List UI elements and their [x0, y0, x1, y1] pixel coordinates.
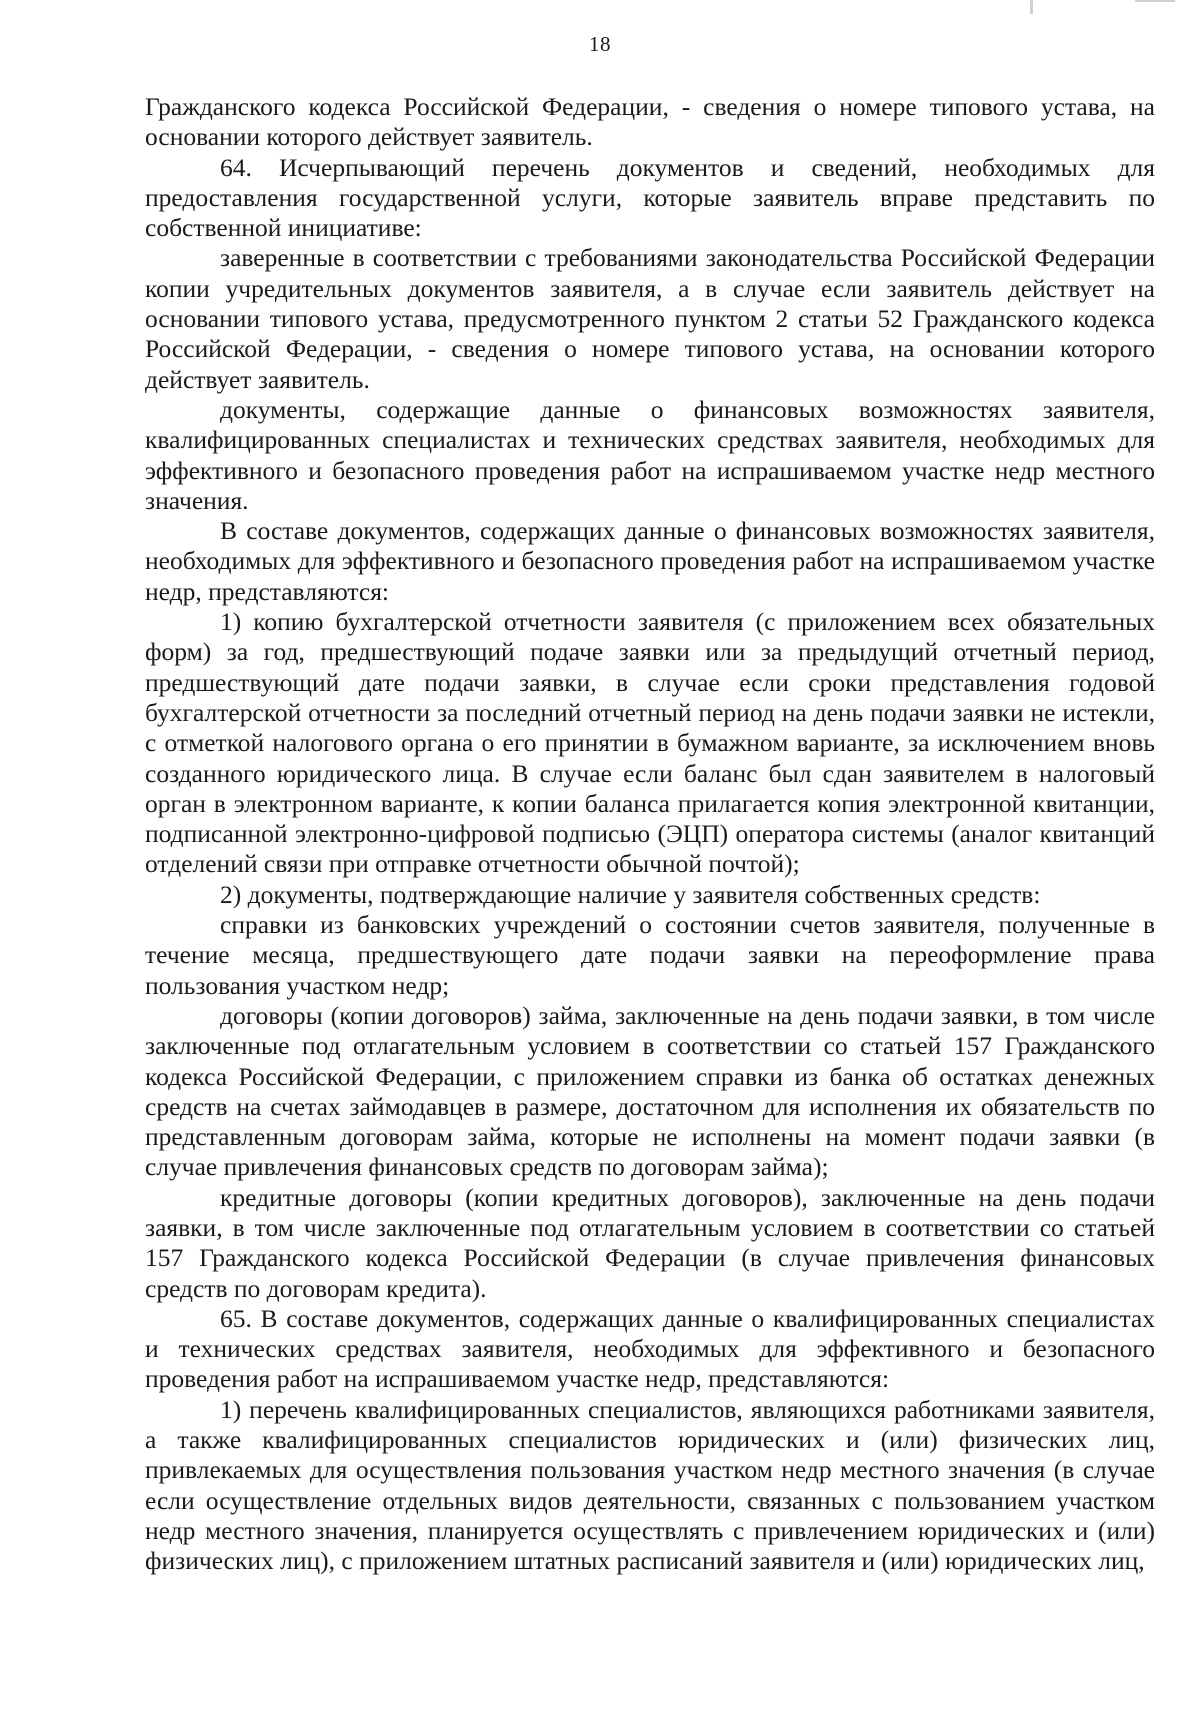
document-body	[145, 92, 1155, 1577]
scan-edge-mark	[1030, 0, 1033, 14]
paragraph: Гражданского кодекса Российской Федерации, - сведения о номере типового устава, на основании которого действует заявитель.	[145, 92, 1155, 152]
paragraph: 65. В составе документов, содержащих данные о квалифицированных специалистах и технических средствах заявителя, необходимых для эффективного и безопасного проведения работ на испрашиваемом участке недр, представляются:	[145, 1303, 1155, 1394]
paragraph: документы, содержащие данные о финансовых возможностях заявителя, квалифицированных специалистах и технических средствах заявителя, необходимых для эффективного и безопасного проведения работ на испрашиваемом участке недр местного значения.	[145, 394, 1155, 515]
paragraph: 1) копию бухгалтерской отчетности заявителя (с приложением всех обязательных форм) за год, предшествующий подаче заявки или за предыдущий отчетный период, предшествующий дате подачи заявки, в случае если сроки представления годовой бухгалтерской отчетности за последний отчетный период на день подачи заявки не истекли, с отметкой налогового органа о его принятии в бумажном варианте, за исключением вновь созданного юридического лица. В случае если баланс был сдан заявителем в налоговый орган в электронном варианте, к копии баланса прилагается копия электронной квитанции, подписанной электронно-цифровой подписью (ЭЦП) оператора системы (аналог квитанций отделений связи при отправке отчетности обычной почтой);	[145, 607, 1155, 879]
paragraph: заверенные в соответствии с требованиями законодательства Российской Федерации копии учредительных документов заявителя, а в случае если заявитель действует на основании типового устава, предусмотренного пунктом 2 статьи 52 Гражданского кодекса Российской Федерации, - сведения о номере типового устава, на основании которого действует заявитель.	[145, 243, 1155, 394]
paragraph: кредитные договоры (копии кредитных договоров), заключенные на день подачи заявки, в том числе заключенные под отлагательным условием в соответствии со статьей 157 Гражданского кодекса Российской Федерации (в случае привлечения финансовых средств по договорам кредита).	[145, 1182, 1155, 1303]
paragraph: договоры (копии договоров) займа, заключенные на день подачи заявки, в том числе заключенные под отлагательным условием в соответствии со статьей 157 Гражданского кодекса Российской Федерации, с приложением справки из банка об остатках денежных средств на счетах займодавцев в размере, достаточном для исполнения их обязательств по представленным договорам займа, которые не исполнены на момент подачи заявки (в случае привлечения финансовых средств по договорам займа);	[145, 1000, 1155, 1182]
paragraph: В составе документов, содержащих данные о финансовых возможностях заявителя, необходимых для эффективного и безопасного проведения работ на испрашиваемом участке недр, представляются:	[145, 516, 1155, 606]
page-number: 18	[589, 32, 611, 56]
paragraph: 2) документы, подтверждающие наличие у заявителя собственных средств:	[220, 879, 1041, 909]
paragraph: 64. Исчерпывающий перечень документов и сведений, необходимых для предоставления государственной услуги, которые заявитель вправе представить по собственной инициативе:	[145, 152, 1155, 243]
scan-edge-mark	[1135, 0, 1175, 2]
paragraph: справки из банковских учреждений о состоянии счетов заявителя, полученные в течение месяца, предшествующего дате подачи заявки на переоформление права пользования участком недр;	[145, 910, 1155, 1000]
paragraph: 1) перечень квалифицированных специалистов, являющихся работниками заявителя, а также квалифицированных специалистов юридических и (или) физических лиц, привлекаемых для осуществления пользования участком недр местного значения (в случае если осуществление отдельных видов деятельности, связанных с пользованием участком недр местного значения, планируется осуществлять с привлечением юридических и (или) физических лиц), с приложением штатных расписаний заявителя и (или) юридических лиц,	[145, 1394, 1155, 1576]
